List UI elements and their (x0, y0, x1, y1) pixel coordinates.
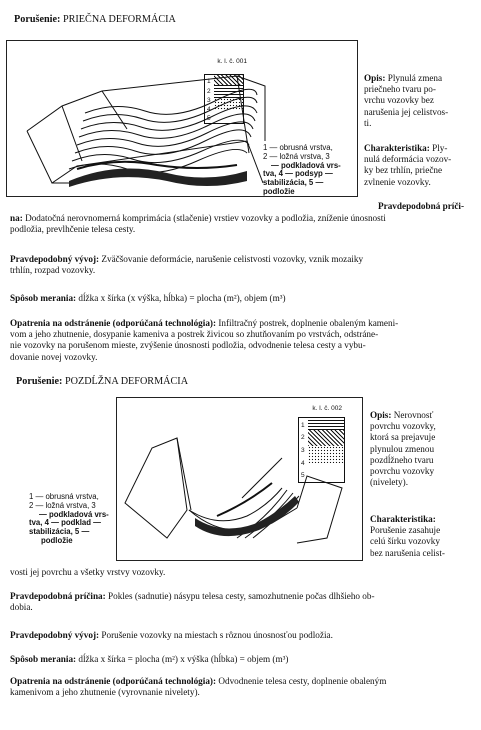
section2-figure-frame (116, 397, 363, 561)
opis-line: Plynulá zmena (387, 73, 443, 83)
char-line: celú šírku vozovky (370, 536, 440, 547)
legend-line: stabilizácia, 5 — (29, 527, 90, 537)
char-line: ky bez trhlín, priečne (364, 165, 443, 176)
rem-line: dovanie novej vozovky. (10, 351, 98, 362)
char-line: bez narušenia celist- (370, 547, 445, 558)
char-line: zvlnenie vozovky. (364, 176, 431, 187)
opis-line: narušenia jej celistvos- (364, 106, 449, 117)
cause-label-cont: na: (10, 213, 23, 223)
legend-line: stabilizácia, 5 — (263, 178, 324, 188)
legend-line: podložie (263, 186, 295, 196)
meas-text: dĺžka x šírka (x výška, hĺbka) = plocha (m²), objem (m³) (78, 293, 286, 303)
section1-cause-label: Pravdepodobná príči- (378, 201, 465, 211)
dev-label: Pravdepodobný vývoj: (10, 254, 100, 264)
section1-char (364, 143, 476, 188)
section1-rem (10, 318, 472, 363)
section2-char-cont: vosti jej povrchu a všetky vrstvy vozovky. (10, 567, 166, 577)
section1-dev (10, 254, 470, 276)
section1-title-value: PRIEČNA DEFORMÁCIA (62, 14, 176, 25)
legend-line: — podkladová vrs- (271, 160, 341, 170)
section1-cause (10, 213, 470, 235)
layer-number: 2 (301, 434, 305, 441)
layer-number: 5 (301, 472, 305, 479)
opis-line: Nerovnosť (393, 410, 434, 420)
section2-title-value: POZDĹŽNA DEFORMÁCIA (64, 376, 189, 387)
char-label: Charakteristika: (370, 514, 436, 524)
opis-line: povrchu vozovky (370, 466, 435, 477)
char-line: nulá deformácia vozov- (364, 154, 452, 165)
legend-line: 2 — ložná vrstva, 3 (263, 151, 330, 161)
layer-number: 3 (301, 447, 305, 454)
section2-opis (370, 410, 476, 488)
section1-legend (263, 144, 355, 197)
section2-meas (10, 654, 470, 665)
meas-label: Spôsob merania: (10, 293, 77, 303)
section2-title (16, 376, 188, 387)
section1-meas (10, 293, 470, 304)
section2-dev (10, 630, 470, 641)
legend-line: 2 — ložná vrstva, 3 (29, 500, 96, 510)
section2-cause (10, 591, 470, 613)
section1-title (14, 14, 176, 25)
meas-text: dĺžka x šírka = plocha (m²) x výška (hĺbka) = objem (m³) (78, 654, 289, 664)
rem-line: nie vozovky na porušenom mieste, zvýšenie únosnosti podložia, odvodnenie telesa cesty a vybu- (10, 340, 366, 351)
opis-label: Opis: (370, 410, 392, 420)
rem-line: Odvodnenie telesa cesty, doplnenie obaleným (218, 676, 387, 686)
layer-number: 4 (301, 460, 305, 467)
opis-label: Opis: (364, 73, 386, 83)
char-line: Ply- (432, 143, 448, 153)
opis-line: plynulou zmenou (370, 443, 435, 454)
section2-title-label: Porušenie: (16, 376, 63, 387)
layer-number: 1 (301, 422, 305, 429)
section2-illustration (117, 398, 362, 560)
legend-line: tva, 4 — podsyp — (263, 169, 333, 179)
section1-title-label: Porušenie: (14, 14, 61, 25)
section2-legend (29, 493, 119, 546)
section2-char (370, 514, 476, 559)
rem-label: Opatrenia na odstránenie (odporúčaná technológia): (10, 318, 217, 328)
rem-line: Infiltračný postrek, doplnenie obaleným kameni- (218, 318, 399, 328)
layer-number: 5 (207, 115, 211, 122)
opis-line: ktorá sa prejavuje (370, 432, 436, 443)
char-label: Charakteristika: (364, 143, 430, 153)
section1-code: k. l. č. 001 (217, 58, 247, 65)
legend-line: — podkladová vrs- (39, 509, 109, 519)
layer-number: 4 (207, 106, 211, 113)
layer-number: 3 (207, 97, 211, 104)
legend-line: 1 — obrusná vrstva, (29, 492, 99, 501)
char-line: Porušenie zasahuje (370, 525, 441, 536)
section2-code: k. l. č. 002 (312, 405, 342, 412)
rem-line: vom a jeho zhutnenie, dosypanie kameniva a postrek živicou so zhutňovaním po vrstvách, odstráne- (10, 329, 379, 340)
opis-line: povrchu vozovky, (370, 421, 436, 432)
opis-line: pozdĺžneho tvaru (370, 454, 434, 465)
layer-number: 2 (207, 88, 211, 95)
opis-line: priečneho tvaru po- (364, 84, 436, 95)
rem-line: kamenivom a jeho zhutnenie (vyrovnanie nivelety). (10, 687, 200, 698)
meas-label: Spôsob merania: (10, 654, 77, 664)
dev-label: Pravdepodobný vývoj: (10, 630, 100, 640)
cause-label: Pravdepodobná príčina: (10, 591, 106, 601)
cause-line: dobia. (10, 602, 33, 613)
dev-line: trhlín, rozpad vozovky. (10, 265, 96, 276)
section2-rem (10, 676, 472, 698)
legend-line: podložie (41, 535, 73, 545)
dev-line: Zväčšovanie deformácie, narušenie celistvosti vozovky, vznik mozaiky (101, 254, 364, 264)
section1-opis (364, 73, 476, 129)
legend-line: tva, 4 — podklad — (29, 518, 101, 528)
layer-number: 1 (207, 78, 211, 85)
opis-line: vrchu vozovky bez (364, 95, 434, 106)
opis-line: (nivelety). (370, 477, 409, 488)
cause-line: Dodatočná nerovnomerná komprimácia (stlačenie) vrstiev vozovky a podložia, zníženie únosnosti (25, 213, 386, 223)
section1-illustration (7, 41, 267, 191)
dev-text: Porušenie vozovky na miestach s rôznou únosnosťou podložia. (101, 630, 333, 640)
legend-line: 1 — obrusná vrstva, (263, 143, 333, 152)
opis-line: ti. (364, 117, 372, 128)
rem-label: Opatrenia na odstránenie (odporúčaná technológia): (10, 676, 217, 686)
cause-line: podložia, prevlhčenie telesa cesty. (10, 224, 136, 235)
cause-line: Pokles (sadnutie) násypu telesa cesty, samozhutnenie počas dlhšieho ob- (108, 591, 375, 601)
